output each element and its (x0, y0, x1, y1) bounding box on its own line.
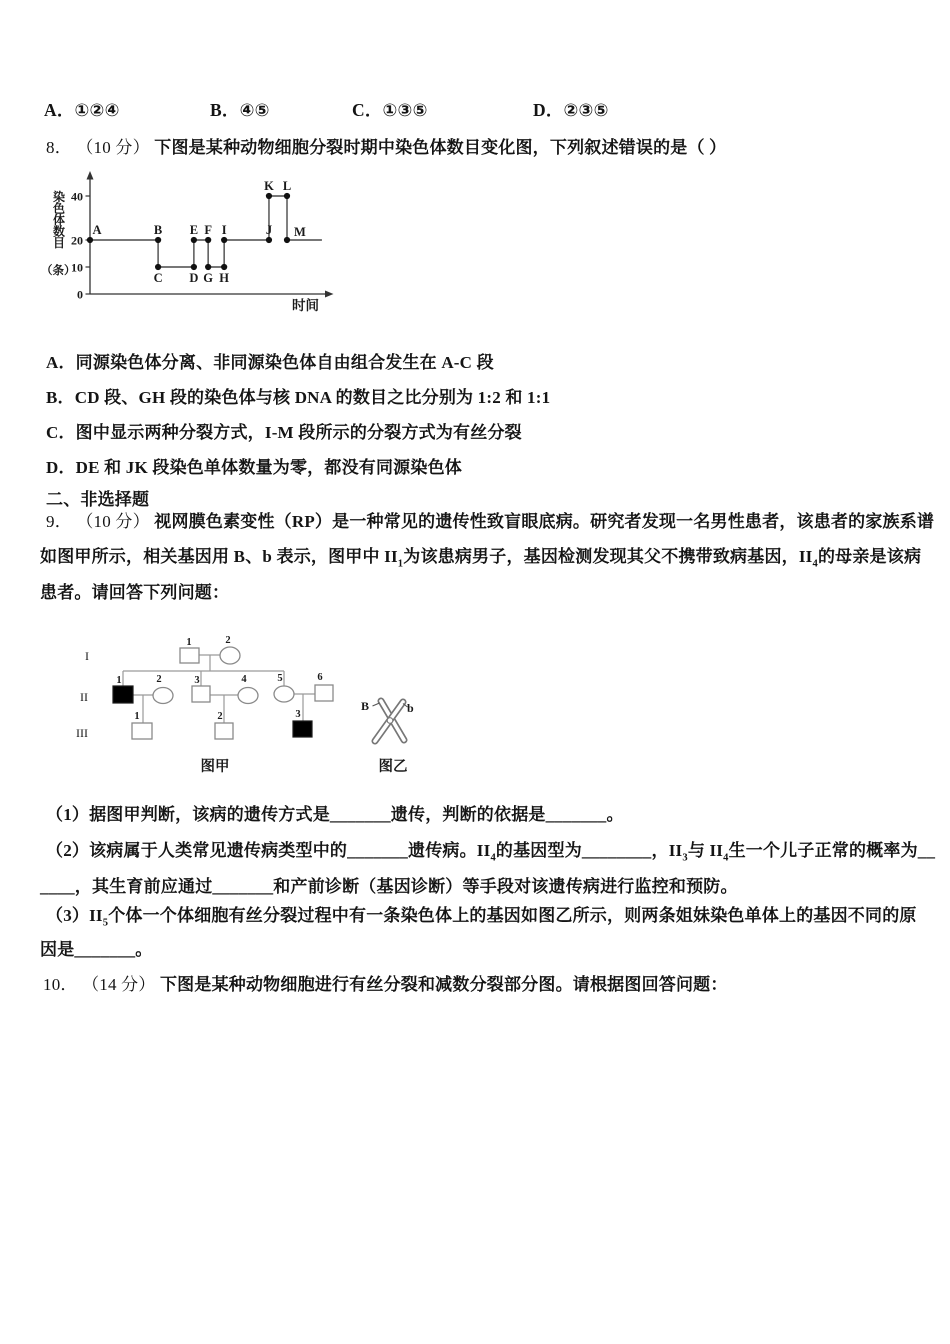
q9-part-3-cont: 因是_______。 (40, 940, 153, 959)
chart-point-E (191, 237, 197, 243)
q8-option-a: A．同源染色体分离、非同源染色体自由组合发生在 A-C 段 (46, 353, 494, 372)
figure-yi-caption: 图乙 (378, 759, 408, 775)
chart-point-label-G: G (203, 271, 214, 285)
q9-part2-sub2: 3 (682, 852, 688, 864)
label-II-4: 4 (241, 674, 247, 685)
question-8-text: 下图是某种动物细胞分裂时期中染色体数目变化图，下列叙述错误的是（ ） (154, 138, 727, 157)
section-heading: 二、非选择题 (46, 490, 150, 509)
label-I-2: 2 (225, 635, 231, 646)
y-tick-label: 10 (71, 260, 83, 275)
chart-point-label-C: C (153, 271, 163, 285)
pedigree-I-2-circle (220, 647, 240, 664)
question-10-score: （14 分） (82, 975, 156, 994)
q9-part-2-cont: ____，其生育前应通过_______和产前诊断（基因诊断）等手段对该遗传病进行监控和预防。 (40, 877, 738, 896)
q9-stem-line3: 患者。请回答下列问题： (40, 583, 230, 602)
chart-point-label-B: B (153, 223, 163, 237)
chart-point-L (284, 193, 290, 199)
generation-III-label: III (76, 726, 88, 740)
answer-option-c: C．①③⑤ (352, 100, 428, 120)
q9-part2-seg: 的基因型为________，II (495, 841, 683, 860)
q9-part2-seg: 生一个儿子正常的概率为__ (728, 841, 936, 860)
q9-part2-sub1: 4 (490, 852, 496, 864)
chart-point-label-J: J (265, 223, 273, 237)
label-III-3: 3 (295, 709, 301, 720)
chart-point-C (155, 264, 161, 270)
chart-point-A (87, 237, 93, 243)
q8-option-c: C．图中显示两种分裂方式，I-M 段所示的分裂方式为有丝分裂 (46, 423, 522, 442)
pedigree-II-4-circle (238, 688, 258, 704)
pedigree-I-1-square (180, 648, 199, 663)
answer-option-b: B．④⑤ (210, 100, 270, 120)
pedigree-figure (60, 628, 480, 778)
q9-part2-seg: （2）该病属于人类常见遗传病类型中的_______遗传病。II (46, 841, 491, 860)
chart-point-label-F: F (204, 223, 212, 237)
label-II-2: 2 (156, 674, 162, 685)
generation-II-label: II (80, 690, 88, 704)
pedigree-II-5-circle (274, 686, 294, 702)
pedigree-II-1-square-affected (113, 686, 133, 703)
question-10-text: 下图是某种动物细胞进行有丝分裂和减数分裂部分图。请根据图回答问题： (159, 975, 728, 994)
y-axis-title-char: 色 (53, 201, 66, 216)
q9-line2-sub1: 1 (397, 558, 404, 570)
q9-stem-line1 (46, 512, 934, 532)
q8-chromosome-number-chart (40, 170, 340, 318)
q9-line2-sub2: 4 (812, 558, 818, 570)
q9-line2-seg: 的母亲是该病 (817, 547, 922, 566)
label-III-2: 2 (217, 711, 223, 722)
question-8-score: （10 分） (76, 138, 150, 157)
chart-point-label-K: K (264, 179, 274, 193)
q9-stem-line2 (40, 547, 922, 570)
pedigree-generation-numerals (76, 649, 89, 740)
pedigree-II-6-square (315, 685, 333, 701)
label-II-6: 6 (317, 672, 323, 683)
centromere (387, 718, 393, 724)
pedigree-III-3-square-affected (293, 721, 312, 737)
y-axis-title-char: 染 (53, 190, 66, 204)
chart-point-label-D: D (189, 271, 199, 285)
label-II-1: 1 (116, 675, 122, 686)
chart-point-J (266, 237, 272, 243)
pedigree-III-2-square (215, 723, 233, 739)
generation-I-label: I (85, 649, 89, 663)
figure-jia-caption: 图甲 (200, 759, 230, 775)
x-axis-arrow (325, 291, 334, 298)
chart-point-M (284, 237, 290, 243)
pedigree-II-3-square (192, 686, 210, 702)
label-I-1: 1 (186, 637, 192, 648)
chart-point-F (205, 237, 211, 243)
question-8-stem (46, 138, 726, 158)
pedigree-III-1-square (132, 723, 152, 739)
q9-part-2 (46, 841, 936, 864)
chart-point-label-H: H (219, 271, 230, 285)
q9-part3-seg: 个体一个体细胞有丝分裂过程中有一条染色体上的基因如图乙所示，则两条姐妹染色单体上的基因不同的原 (108, 906, 917, 925)
chart-point-G (205, 264, 211, 270)
y-tick-label: 0 (77, 287, 83, 302)
question-8-number: 8． (46, 138, 72, 157)
y-tick-label: 20 (71, 233, 83, 248)
chart-point-I (221, 237, 227, 243)
q8-option-d: D．DE 和 JK 段染色单体数量为零，都没有同源染色体 (46, 458, 462, 477)
chart-point-H (221, 264, 227, 270)
question-9-score: （10 分） (76, 512, 150, 531)
y-axis-title-char: 体 (53, 213, 66, 227)
q9-part3-sub1: 5 (102, 917, 109, 929)
answer-option-a: A．①②④ (44, 100, 120, 120)
chart-point-K (266, 193, 272, 199)
y-axis-title-char: 目 (53, 236, 66, 250)
q9-part2-seg: 与 II (687, 841, 724, 860)
y-axis-title-char: 数 (53, 224, 66, 239)
question-9-text: 视网膜色素变性（RP）是一种常见的遗传性致盲眼底病。研究者发现一名男性患者，该患者的家族系谱 (154, 512, 935, 531)
label-III-1: 1 (134, 711, 140, 722)
answer-option-d: D．②③⑤ (533, 100, 609, 120)
q9-part-3 (46, 906, 917, 929)
chart-point-label-A: A (92, 223, 102, 237)
pedigree-II-2-circle (153, 688, 173, 704)
y-axis-arrow (87, 171, 94, 180)
chart-point-label-E: E (189, 223, 199, 237)
pedigree-member-labels (116, 635, 322, 722)
q9-line2-seg: 为该患病男子，基因检测发现其父不携带致病基因，II (403, 547, 813, 566)
y-tick-label: 40 (71, 189, 83, 204)
q9-part-1: （1）据图甲判断，该病的遗传方式是_______遗传，判断的依据是_______。 (46, 805, 624, 824)
chart-point-D (191, 264, 197, 270)
q8-option-b: B．CD 段、GH 段的染色体与核 DNA 的数目之比分别为 1:2 和 1:1 (46, 388, 551, 407)
question-10-number: 10． (43, 975, 78, 994)
question-9-number: 9． (46, 512, 72, 531)
gene-B-label: B (361, 699, 370, 713)
x-axis-title: 时间 (292, 298, 319, 313)
chart-point-label-I: I (221, 223, 227, 237)
chart-point-label-M: M (294, 225, 306, 239)
q9-part3-seg: （3）II (46, 906, 103, 925)
label-II-5: 5 (277, 673, 283, 684)
gene-B-pointer (373, 703, 380, 706)
q9-line2-seg: 如图甲所示，相关基因用 B、b 表示，图甲中 II (40, 547, 398, 566)
question-10-stem (43, 975, 728, 995)
gene-b-label: b (407, 701, 414, 715)
y-axis-unit: （条） (41, 265, 76, 277)
chart-point-label-L: L (282, 179, 292, 193)
chromosome-figure (361, 699, 414, 741)
q9-part2-sub3: 4 (723, 852, 729, 864)
chart-point-B (155, 237, 161, 243)
label-II-3: 3 (194, 675, 200, 686)
